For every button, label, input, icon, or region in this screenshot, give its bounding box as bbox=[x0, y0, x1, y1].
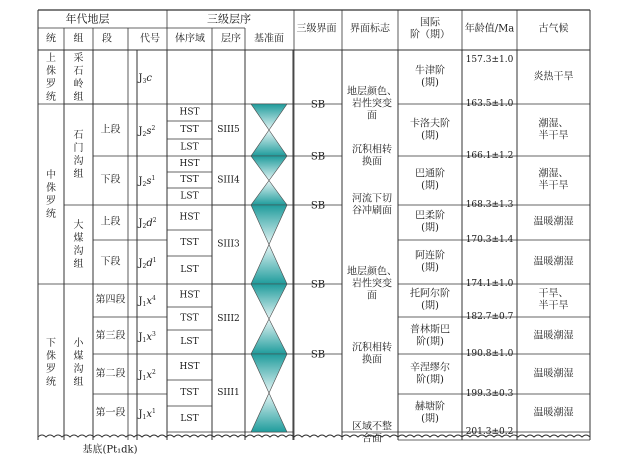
stage-label: 牛津阶 bbox=[415, 65, 445, 77]
sb-label: SB bbox=[310, 200, 326, 212]
surface-marker: 换面 bbox=[362, 354, 382, 366]
age-value: 182.7±0.7 bbox=[465, 312, 514, 322]
group-caishiling: 采石岭组 bbox=[73, 53, 84, 104]
unit-code: $J_1x^4$ bbox=[138, 295, 156, 308]
sb-label: SB bbox=[310, 151, 326, 163]
stage-label: 赫塘阶 bbox=[415, 401, 445, 413]
stage-label: (期) bbox=[421, 222, 439, 234]
header-international-stage: 国际 bbox=[420, 17, 440, 29]
member-label: 第一段 bbox=[95, 407, 126, 419]
age-value: 168.3±1.3 bbox=[465, 200, 514, 210]
baselevel-falling-triangle bbox=[251, 354, 287, 393]
sb-label: SB bbox=[310, 279, 326, 291]
paleoclimate-label: 潮湿、 bbox=[538, 168, 569, 180]
paleoclimate-label: 温暖潮湿 bbox=[533, 256, 574, 268]
unit-code: $J_1x^3$ bbox=[138, 331, 156, 344]
systems-tract: HST bbox=[179, 107, 200, 118]
systems-tract: LST bbox=[180, 191, 199, 202]
stage-label: 托阿尔阶 bbox=[410, 288, 450, 300]
unit-code: $J_2d^1$ bbox=[138, 257, 157, 270]
stage-label: (期) bbox=[421, 130, 439, 142]
paleoclimate-label: 温暖潮湿 bbox=[533, 216, 574, 228]
header-boundary: 三级界面 bbox=[296, 23, 337, 35]
surface-marker: 地层颜色、 bbox=[347, 266, 397, 278]
age-value: 166.1±1.2 bbox=[465, 151, 514, 161]
sequence-label: SIII3 bbox=[217, 239, 240, 250]
baselevel-falling-triangle bbox=[251, 156, 287, 181]
header-series: 统 bbox=[46, 33, 56, 45]
table-text bbox=[46, 12, 574, 456]
systems-tract: HST bbox=[179, 362, 200, 372]
surface-marker: 面 bbox=[367, 110, 377, 122]
member-label: 下段 bbox=[100, 256, 121, 268]
paleoclimate-label: 温暖潮湿 bbox=[533, 407, 574, 419]
baselevel-falling-triangle bbox=[251, 205, 287, 245]
header-age: 年龄值/Ma bbox=[464, 23, 515, 35]
member-label: 第四段 bbox=[95, 294, 126, 306]
header-surface-marker: 界面标志 bbox=[350, 23, 390, 35]
baselevel-falling-triangle bbox=[251, 104, 287, 130]
member-label: 第三段 bbox=[95, 330, 126, 342]
systems-tract: TST bbox=[180, 175, 199, 185]
group-xiaomeigou: 小煤沟组 bbox=[73, 338, 84, 389]
surface-marker: 沉积相转 bbox=[352, 342, 392, 354]
series-upper: 上侏罗统 bbox=[46, 53, 56, 104]
surface-marker: 沉积相转 bbox=[352, 144, 392, 156]
stage-label: 阶(期) bbox=[416, 374, 444, 386]
stage-label: 巴通阶 bbox=[415, 168, 445, 180]
header-paleoclimate: 古气候 bbox=[538, 23, 569, 35]
paleoclimate-label: 温暖潮湿 bbox=[533, 330, 574, 342]
systems-tract: TST bbox=[180, 238, 199, 248]
surface-marker: 岩性突变 bbox=[352, 278, 392, 290]
stage-label: 普林斯巴 bbox=[410, 324, 450, 336]
stage-label: 阿连阶 bbox=[415, 250, 445, 262]
baselevel-rising-triangle bbox=[251, 319, 287, 354]
paleoclimate-label: 干旱、 bbox=[538, 288, 569, 300]
basement-label: 基底(Pt₁dk) bbox=[82, 444, 138, 456]
systems-tract: LST bbox=[180, 142, 199, 153]
systems-tract: HST bbox=[179, 159, 200, 169]
systems-tract: TST bbox=[180, 125, 199, 135]
member-label: 上段 bbox=[100, 124, 121, 136]
member-label: 第二段 bbox=[95, 368, 126, 380]
paleoclimate-label: 温暖潮湿 bbox=[533, 368, 574, 380]
age-value: 163.5±1.0 bbox=[465, 99, 514, 109]
sb-label: SB bbox=[310, 99, 326, 111]
baselevel-rising-triangle bbox=[251, 181, 287, 206]
surface-marker: 河流下切 bbox=[352, 193, 392, 205]
systems-tract: LST bbox=[180, 337, 199, 347]
age-value: 201.3±0.2 bbox=[465, 427, 514, 437]
series-lower: 下侏罗统 bbox=[46, 338, 56, 389]
baselevel-rising-triangle bbox=[251, 393, 287, 432]
unit-code: $J_1x^1$ bbox=[138, 408, 156, 421]
member-label: 上段 bbox=[100, 216, 121, 228]
stage-label: (期) bbox=[421, 180, 439, 192]
systems-tract: LST bbox=[180, 265, 199, 275]
sequence-label: SIII1 bbox=[217, 388, 240, 398]
unit-code: $J_2s^1$ bbox=[138, 175, 156, 188]
header-group: 组 bbox=[73, 33, 84, 45]
stage-label: 辛涅缪尔 bbox=[410, 362, 450, 374]
sequence-label: SIII4 bbox=[217, 175, 240, 186]
sb-label: SB bbox=[310, 349, 326, 361]
header-sequence: 层序 bbox=[221, 33, 241, 45]
header-code: 代号 bbox=[140, 33, 160, 45]
surface-marker: 地层颜色、 bbox=[347, 86, 397, 98]
surface-marker: 岩性突变 bbox=[352, 98, 392, 110]
paleoclimate-label: 炎热干旱 bbox=[533, 71, 574, 83]
header-systems-tract: 体序域 bbox=[175, 33, 205, 45]
paleoclimate-label: 潮湿、 bbox=[538, 118, 569, 130]
member-label: 下段 bbox=[100, 174, 121, 186]
surface-marker: 合面 bbox=[362, 433, 382, 445]
unit-code: $J_1x^2$ bbox=[138, 369, 156, 382]
header-stratigraphy: 年代地层 bbox=[65, 12, 110, 26]
baselevel-rising-triangle bbox=[251, 130, 287, 156]
series-middle: 中侏罗统 bbox=[46, 170, 56, 221]
sequence-label: SIII5 bbox=[217, 125, 240, 135]
stage-label: 阶(期) bbox=[416, 336, 444, 348]
stage-label: (期) bbox=[421, 300, 439, 312]
age-value: 190.8±1.0 bbox=[465, 349, 514, 359]
systems-tract: HST bbox=[179, 212, 200, 223]
stage-label: (期) bbox=[421, 413, 439, 425]
group-shimengou: 石门沟组 bbox=[73, 130, 84, 181]
baselevel-curve bbox=[251, 104, 287, 432]
header-international-stage: 阶（期） bbox=[410, 29, 450, 41]
age-value: 199.3±0.3 bbox=[465, 389, 514, 399]
header-sequence3: 三级层序 bbox=[207, 12, 251, 26]
paleoclimate-label: 半干旱 bbox=[538, 130, 569, 142]
systems-tract: LST bbox=[180, 414, 199, 424]
baselevel-rising-triangle bbox=[251, 245, 287, 285]
unit-code: $J_2d^2$ bbox=[138, 217, 157, 230]
unit-code: $J_2s^2$ bbox=[138, 125, 156, 138]
paleoclimate-label: 半干旱 bbox=[538, 180, 569, 192]
baselevel-falling-triangle bbox=[251, 284, 287, 319]
surface-marker: 面 bbox=[367, 290, 377, 302]
header-baselevel: 基准面 bbox=[254, 33, 284, 45]
systems-tract: TST bbox=[180, 388, 199, 398]
surface-marker: 区域不整 bbox=[352, 421, 392, 433]
unit-code: $J_3c$ bbox=[138, 73, 152, 85]
sequence-label: SIII2 bbox=[217, 314, 240, 324]
stage-label: 卡洛夫阶 bbox=[410, 118, 450, 130]
stage-label: 巴柔阶 bbox=[415, 210, 445, 222]
systems-tract: TST bbox=[180, 313, 199, 324]
paleoclimate-label: 半干旱 bbox=[538, 300, 569, 312]
systems-tract: HST bbox=[179, 290, 200, 301]
group-dameigou: 大煤沟组 bbox=[73, 220, 84, 271]
age-value: 157.3±1.0 bbox=[465, 55, 514, 65]
age-value: 174.1±1.0 bbox=[465, 279, 514, 289]
age-value: 170.3±1.4 bbox=[465, 235, 514, 245]
header-member: 段 bbox=[102, 33, 112, 45]
surface-marker: 谷冲刷面 bbox=[352, 205, 392, 217]
surface-marker: 换面 bbox=[362, 156, 382, 168]
stage-label: (期) bbox=[421, 77, 439, 89]
stage-label: (期) bbox=[421, 262, 439, 274]
